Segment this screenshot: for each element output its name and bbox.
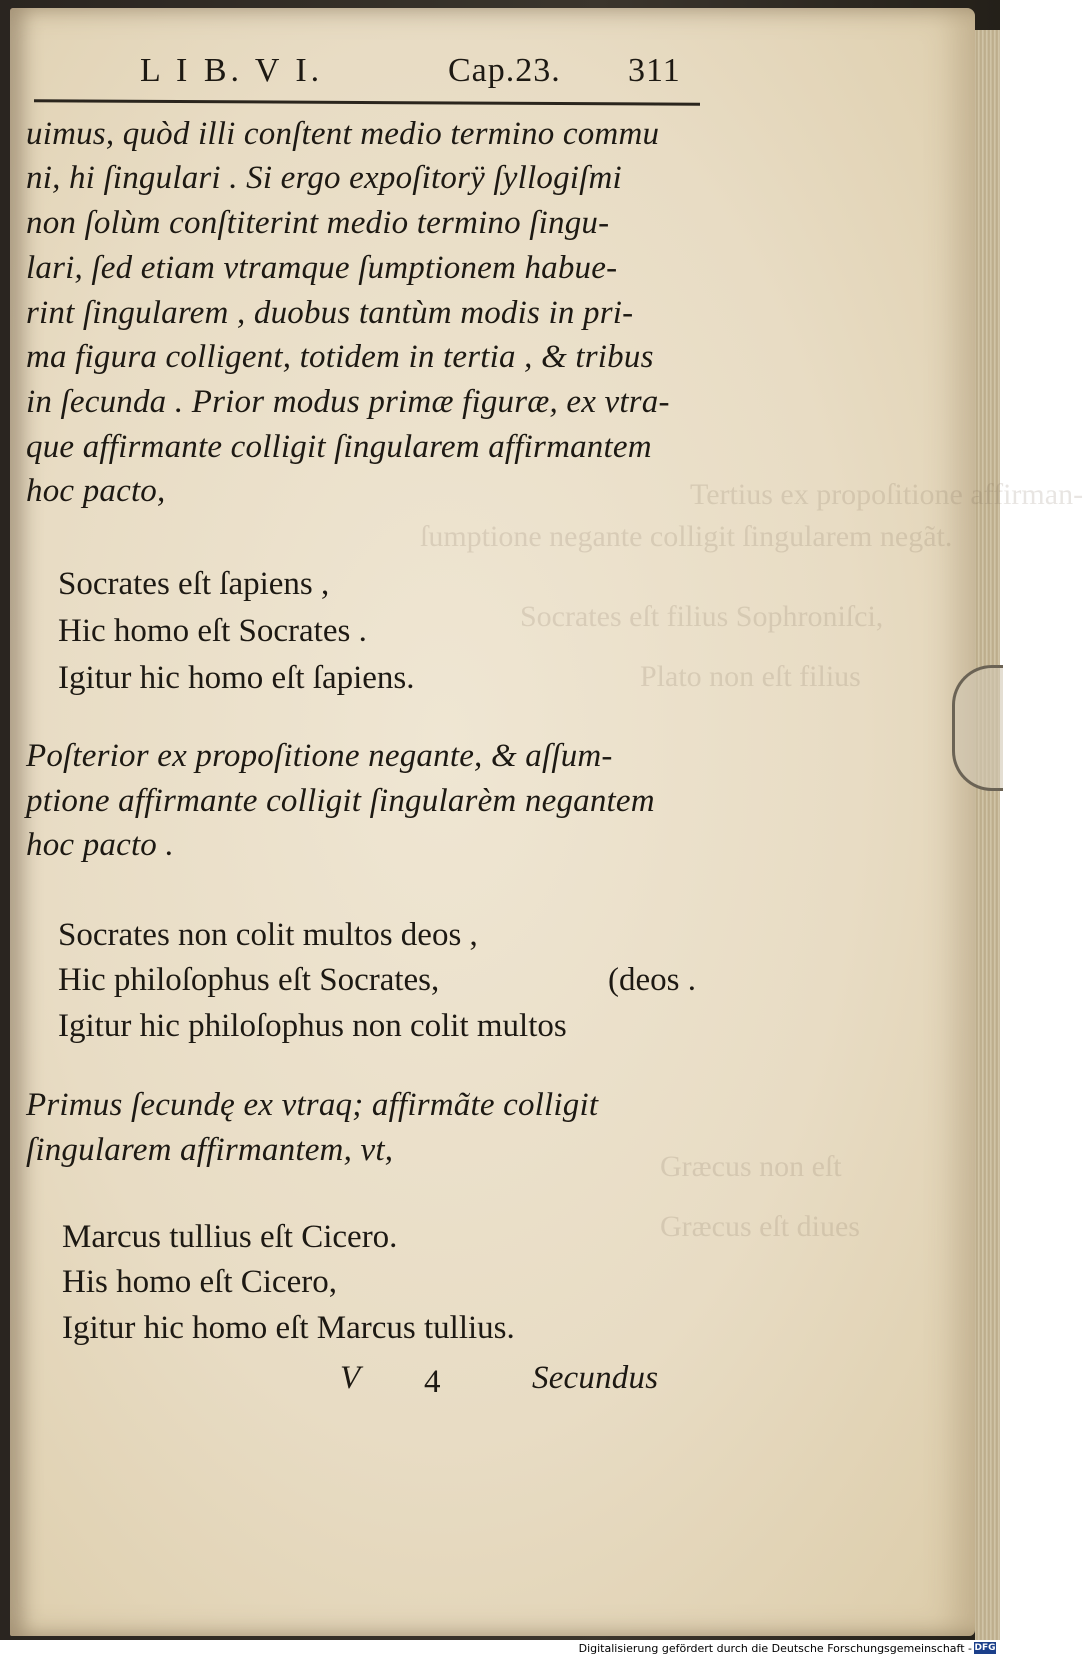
catchword: Secundus — [532, 1360, 659, 1396]
dfg-logo: DFG — [974, 1643, 996, 1653]
text-line: ma figura colligent, totidem in tertia , & tribus — [26, 339, 654, 375]
text-line: non ſolùm conſtiterint medio termino ſingu- — [26, 205, 610, 241]
conclusion: Igitur hic homo eſt Marcus tullius. — [62, 1310, 515, 1346]
conclusion: Igitur hic philoſophus non colit multos — [58, 1008, 567, 1044]
premise-minor: His homo eſt Cicero, — [62, 1264, 337, 1300]
conclusion-overflow: (deos . — [608, 962, 696, 998]
bleed-through: Græcus non eſt — [660, 1150, 842, 1183]
premise-major: Socrates non colit multos deos , — [58, 917, 478, 953]
running-head: L I B. V I. — [140, 52, 324, 89]
text-line: ptione affirmante colligit ſingularèm negantem — [26, 783, 655, 819]
text-line: Poſterior ex propoſitione negante, & aſſum- — [26, 738, 613, 774]
bleed-through: ſumptione negante colligit ſingularem negãt. — [420, 520, 953, 553]
premise-major: Marcus tullius eſt Cicero. — [62, 1219, 398, 1255]
text-line: in ſecunda . Prior modus primæ figuræ, ex vtra- — [26, 384, 670, 420]
text-line: ſingularem affirmantem, vt, — [26, 1132, 394, 1168]
clip-decoration — [952, 665, 1003, 791]
text-line: lari, ſed etiam vtramque ſumptionem habue- — [26, 250, 618, 286]
text-line: uimus, quòd illi conſtent medio termino commu — [26, 116, 660, 152]
bleed-through: Tertius ex propoſitione affirman- — [690, 478, 1083, 511]
text-line: que affirmante colligit ſingularem affirmantem — [26, 429, 652, 465]
page-edges — [975, 30, 1000, 1640]
bleed-through: Plato non eſt filius — [640, 660, 861, 693]
text-line: hoc pacto . — [26, 827, 174, 863]
text-line: ni, hi ſingulari . Si ergo expoſitorÿ ſyllogiſmi — [26, 160, 622, 196]
page-number: 311 — [628, 52, 681, 89]
premise-major: Socrates eſt ſapiens , — [58, 566, 330, 602]
chapter-label: Cap.23. — [448, 52, 561, 89]
text-line: hoc pacto, — [26, 473, 166, 509]
bleed-through: Socrates eſt filius Sophroniſci, — [520, 600, 884, 633]
signature-mark: V — [340, 1360, 361, 1396]
premise-minor: Hic homo eſt Socrates . — [58, 613, 367, 649]
premise-minor: Hic philoſophus eſt Socrates, — [58, 962, 440, 998]
bleed-through: Græcus eſt diues — [660, 1210, 860, 1243]
text-line: rint ſingularem , duobus tantùm modis in pri- — [26, 295, 634, 331]
conclusion: Igitur hic homo eſt ſapiens. — [58, 660, 415, 696]
text-line: Primus ſecundę ex vtraq; affirmãte colligit — [26, 1087, 599, 1123]
signature-number: 4 — [424, 1364, 441, 1400]
footer-credit: Digitalisierung gefördert durch die Deutsche Forschungsgemeinschaft - — [578, 1642, 972, 1655]
